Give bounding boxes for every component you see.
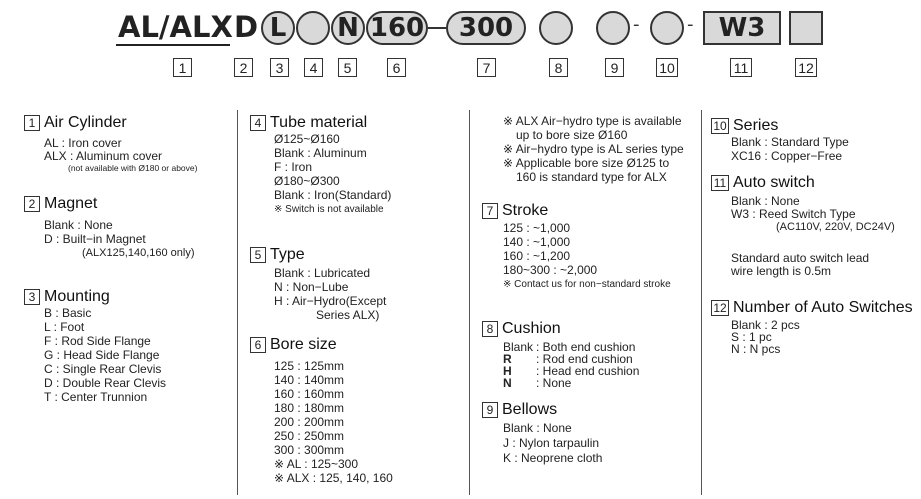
cushion-value: : Both end cushion — [536, 340, 636, 354]
text-line: Blank : None — [731, 194, 800, 208]
section-number: 9 — [482, 402, 498, 418]
bore-code-pill — [366, 11, 428, 45]
text-line: 140 : 140mm — [274, 373, 345, 387]
stroke-code: 300 — [458, 13, 514, 43]
section-number: 12 — [711, 300, 729, 316]
text-line: 180 : 180mm — [274, 401, 345, 415]
section-number: 1 — [24, 115, 40, 131]
position-number-1: 1 — [173, 58, 192, 77]
dash-2: - — [687, 14, 694, 35]
cushion-key: Blank — [503, 340, 534, 354]
model-d-letter: D — [234, 10, 259, 44]
text-line: J : Nylon tarpaulin — [503, 436, 600, 450]
text-line: D : Double Rear Clevis — [44, 376, 167, 390]
section-mounting — [24, 288, 110, 306]
column-divider-3 — [701, 110, 702, 495]
mounting-code: L — [269, 13, 287, 43]
text-line: B : Basic — [44, 306, 92, 320]
text-line: Ø125~Ø160 — [274, 132, 340, 146]
tube-material-code-circle — [296, 11, 330, 45]
position-number-2: 2 — [234, 58, 253, 77]
stroke-code-pill — [446, 11, 526, 45]
text-line: K : Neoprene cloth — [503, 451, 603, 465]
section-number: 10 — [711, 118, 729, 134]
text-line: C : Single Rear Clevis — [44, 362, 162, 376]
note-line: ※ ALX Air−hydro type is available — [503, 114, 682, 128]
section-bellows — [482, 401, 557, 419]
switch-count-code-box — [789, 11, 823, 45]
section-title: Bore size — [270, 336, 337, 353]
section-stroke — [482, 202, 548, 220]
section-magnet — [24, 195, 97, 213]
section-title: Auto switch — [733, 174, 815, 191]
text-line: Blank : Lubricated — [274, 266, 371, 280]
text-line: F : Iron — [274, 160, 313, 174]
text-line: Blank : None — [44, 218, 113, 232]
position-number-9: 9 — [605, 58, 624, 77]
cushion-key: R — [503, 352, 512, 366]
text-line: ※ AL : 125~300 — [274, 457, 359, 471]
text-line: ALX : Aluminum cover — [44, 149, 163, 163]
section-bore-size — [250, 336, 337, 354]
text-line: 300 : 300mm — [274, 443, 345, 457]
text-line: Blank : Iron(Standard) — [274, 188, 392, 202]
section-air-cylinder — [24, 114, 127, 132]
note-line: ※ Applicable bore size Ø125 to — [503, 156, 670, 170]
text-line: Blank : None — [503, 421, 572, 435]
text-line: Ø180~Ø300 — [274, 174, 340, 188]
section-series — [711, 117, 778, 135]
text-line: ※ Contact us for non−standard stroke — [503, 279, 671, 290]
cushion-value: : None — [536, 376, 572, 390]
position-number-11: 11 — [730, 58, 752, 77]
text-line: L : Foot — [44, 320, 85, 334]
section-title: Tube material — [270, 114, 368, 131]
cushion-value: : Rod end cushion — [536, 352, 633, 366]
text-line: F : Rod Side Flange — [44, 334, 151, 348]
text-line: Blank : Aluminum — [274, 146, 367, 160]
text-line: Standard auto switch lead — [731, 251, 870, 265]
bellows-code-circle — [596, 11, 630, 45]
section-title: Cushion — [502, 320, 561, 337]
text-line: (not available with Ø180 or above) — [68, 163, 198, 173]
text-line: N : Non−Lube — [274, 280, 349, 294]
bore-code: 160 — [369, 13, 425, 43]
position-number-6: 6 — [387, 58, 406, 77]
cushion-key: H — [503, 364, 512, 378]
section-number: 8 — [482, 321, 498, 337]
section-number: 11 — [711, 175, 729, 191]
auto-switch-code-box — [703, 11, 781, 45]
section-title: Mounting — [44, 288, 110, 305]
section-title: Type — [270, 246, 305, 263]
model-prefix-underline — [116, 44, 230, 46]
text-line: XC16 : Copper−Free — [731, 149, 843, 163]
position-number-8: 8 — [549, 58, 568, 77]
section-title: Series — [733, 117, 779, 134]
position-number-4: 4 — [304, 58, 323, 77]
mounting-code-circle — [261, 11, 295, 45]
model-prefix: AL/ALX — [118, 10, 233, 44]
text-line: 250 : 250mm — [274, 429, 345, 443]
type-code-circle — [331, 11, 365, 45]
text-line: 200 : 200mm — [274, 415, 345, 429]
dash-1: - — [633, 14, 640, 35]
auto-switch-code: W3 — [718, 13, 766, 43]
section-number: 4 — [250, 115, 266, 131]
text-line: Blank : Standard Type — [731, 135, 849, 149]
position-number-5: 5 — [338, 58, 357, 77]
text-line: 160 : ~1,200 — [503, 249, 571, 263]
section-title: Magnet — [44, 195, 98, 212]
text-line: Blank : 2 pcs — [731, 318, 800, 332]
section-auto-switch — [711, 174, 815, 192]
section-title: Bellows — [502, 401, 558, 418]
text-line: H : Air−Hydro(Except — [274, 294, 387, 308]
text-line: 125 : ~1,000 — [503, 221, 571, 235]
text-line: AL : Iron cover — [44, 136, 122, 150]
cushion-value: : Head end cushion — [536, 364, 640, 378]
note-line: ※ Air−hydro type is AL series type — [503, 142, 684, 156]
section-number: 7 — [482, 203, 498, 219]
section-number: 2 — [24, 196, 40, 212]
position-number-12: 12 — [795, 58, 817, 77]
text-line: Series ALX) — [316, 308, 380, 322]
text-line: ※ ALX : 125, 140, 160 — [274, 471, 393, 485]
section-title: Air Cylinder — [44, 114, 127, 131]
series-code-circle — [650, 11, 684, 45]
section-type — [250, 246, 305, 264]
position-number-7: 7 — [477, 58, 496, 77]
position-number-3: 3 — [270, 58, 289, 77]
text-line: S : 1 pc — [731, 330, 772, 344]
text-line: D : Built−in Magnet — [44, 232, 146, 246]
note-line: up to bore size Ø160 — [516, 128, 628, 142]
section-number: 5 — [250, 247, 266, 263]
section-number: 3 — [24, 289, 40, 305]
text-line: W3 : Reed Switch Type — [731, 207, 856, 221]
text-line: T : Center Trunnion — [44, 390, 148, 404]
section-number: 6 — [250, 337, 266, 353]
section-cushion — [482, 320, 561, 338]
text-line: 140 : ~1,000 — [503, 235, 571, 249]
text-line: ※ Switch is not available — [274, 204, 384, 215]
text-line: (ALX125,140,160 only) — [82, 247, 195, 259]
bore-stroke-connector — [428, 27, 446, 29]
note-line: 160 is standard type for ALX — [516, 170, 667, 184]
text-line: (AC110V, 220V, DC24V) — [776, 221, 895, 233]
position-number-10: 10 — [656, 58, 678, 77]
text-line: 180~300 : ~2,000 — [503, 263, 598, 277]
text-line: wire length is 0.5m — [731, 264, 832, 278]
cushion-code-circle — [539, 11, 573, 45]
section-tube-material — [250, 114, 367, 132]
type-code: N — [337, 13, 359, 43]
section-title: Stroke — [502, 202, 549, 219]
text-line: N : N pcs — [731, 342, 781, 356]
section-number-of-auto-switches — [711, 299, 913, 317]
text-line: G : Head Side Flange — [44, 348, 160, 362]
text-line: 160 : 160mm — [274, 387, 345, 401]
cushion-key: N — [503, 376, 512, 390]
text-line: 125 : 125mm — [274, 359, 345, 373]
column-divider-1 — [237, 110, 238, 495]
section-title: Number of Auto Switches — [733, 299, 913, 316]
column-divider-2 — [469, 110, 470, 495]
